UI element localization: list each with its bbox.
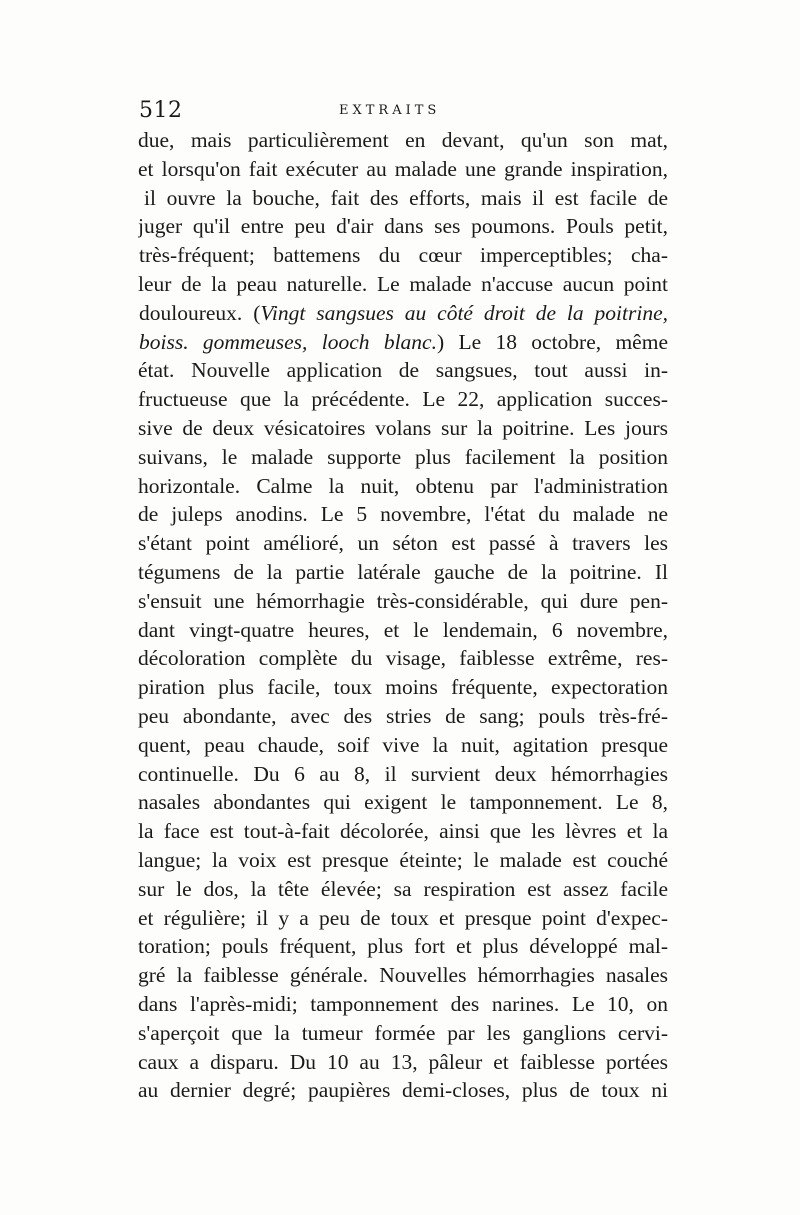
text-line bbox=[138, 961, 668, 990]
text-line bbox=[138, 529, 668, 558]
running-title: EXTRAITS bbox=[339, 103, 441, 118]
text-segment: due, mais particulièrement en devant, qu'un son mat, bbox=[138, 128, 668, 152]
text-line bbox=[138, 500, 668, 529]
text-line bbox=[138, 241, 668, 270]
text-line bbox=[138, 644, 668, 673]
text-segment: toration; pouls fréquent, plus fort et plus développé mal- bbox=[138, 934, 668, 959]
text-segment: il ouvre la bouche, fait des efforts, mais il est facile de bbox=[144, 185, 668, 210]
text-segment: au dernier degré; paupières demi-closes, plus de toux ni bbox=[138, 1078, 668, 1103]
text-segment: état. Nouvelle application de sangsues, tout aussi in- bbox=[138, 358, 668, 383]
text-segment: s'aperçoit que la tumeur formée par les ganglions cervi- bbox=[138, 1020, 668, 1045]
text-line bbox=[138, 558, 668, 587]
text-line bbox=[138, 126, 668, 155]
text-segment: ) Le 18 octobre, même bbox=[436, 329, 668, 354]
text-line bbox=[138, 1048, 668, 1077]
text-segment: caux a disparu. Du 10 au 13, pâleur et faiblesse portées bbox=[138, 1049, 668, 1074]
text-line bbox=[138, 414, 668, 443]
text-segment: très-fréquent; battemens du cœur imperceptibles; cha- bbox=[139, 243, 668, 268]
text-segment: suivans, le malade supporte plus facilement la position bbox=[138, 444, 668, 469]
text-segment: fructueuse que la précédente. Le 22, application succes- bbox=[138, 387, 668, 412]
text-segment: et régulière; il y a peu de toux et presque point d'expec- bbox=[138, 905, 668, 930]
text-line bbox=[138, 731, 668, 760]
text-segment: sur le dos, la tête élevée; sa respiration est assez facile bbox=[138, 876, 668, 901]
text-segment: s'ensuit une hémorrhagie très-considérable, qui dure pen- bbox=[138, 588, 668, 613]
text-line bbox=[138, 702, 668, 731]
text-line bbox=[138, 385, 668, 414]
text-segment: piration plus facile, toux moins fréquente, expectoration bbox=[138, 675, 668, 700]
text-line bbox=[138, 875, 668, 904]
text-segment: dans l'après-midi; tamponnement des narines. Le 10, on bbox=[138, 991, 668, 1016]
text-line bbox=[138, 328, 668, 357]
text-segment: s'étant point amélioré, un séton est passé à travers les bbox=[138, 531, 668, 556]
text-segment: horizontale. Calme la nuit, obtenu par l'administration bbox=[138, 473, 668, 498]
text-segment: de juleps anodins. Le 5 novembre, l'état du malade ne bbox=[138, 502, 668, 527]
text-line bbox=[138, 846, 668, 875]
text-segment: gré la faiblesse générale. Nouvelles hémorrhagies nasales bbox=[138, 963, 668, 988]
text-line bbox=[138, 817, 668, 846]
text-line bbox=[138, 990, 668, 1019]
text-segment: sive de deux vésicatoires volans sur la poitrine. Les jours bbox=[138, 415, 668, 440]
page-number: 512 bbox=[139, 98, 183, 123]
text-line bbox=[138, 904, 668, 933]
text-line bbox=[138, 673, 668, 702]
text-segment: leur de la peau naturelle. Le malade n'accuse aucun point bbox=[138, 271, 668, 296]
text-segment: tégumens de la partie latérale gauche de la poitrine. Il bbox=[138, 559, 668, 584]
text-segment: dant vingt-quatre heures, et le lendemain, 6 novembre, bbox=[138, 617, 668, 642]
text-segment: la face est tout-à-fait décolorée, ainsi que les lèvres et la bbox=[138, 819, 668, 844]
text-line bbox=[138, 616, 668, 645]
text-line bbox=[138, 1019, 668, 1048]
text-segment: nasales abondantes qui exigent le tamponnement. Le 8, bbox=[138, 790, 668, 815]
text-line bbox=[138, 443, 668, 472]
text-segment: continuelle. Du 6 au 8, il survient deux hémorrhagies bbox=[138, 761, 668, 786]
text-line bbox=[138, 932, 668, 961]
text-line bbox=[138, 212, 668, 241]
text-line bbox=[138, 270, 668, 299]
text-line bbox=[138, 788, 668, 817]
italic-text-segment: Vingt sangsues au côté droit de la poitrine, bbox=[260, 300, 668, 325]
page-header bbox=[139, 97, 669, 125]
text-line bbox=[138, 587, 668, 616]
text-segment: et lorsqu'on fait exécuter au malade une grande inspiration, bbox=[138, 156, 668, 181]
text-line bbox=[138, 155, 668, 184]
body-text bbox=[138, 126, 668, 1105]
text-segment: langue; la voix est presque éteinte; le malade est couché bbox=[138, 847, 668, 872]
text-line bbox=[138, 184, 668, 213]
italic-text-segment: boiss. gommeuses, looch blanc. bbox=[139, 329, 437, 354]
text-segment: juger qu'il entre peu d'air dans ses poumons. Pouls petit, bbox=[138, 214, 668, 239]
text-segment: décoloration complète du visage, faiblesse extrême, res- bbox=[138, 646, 668, 671]
text-line bbox=[138, 356, 668, 385]
text-segment: quent, peau chaude, soif vive la nuit, agitation presque bbox=[138, 732, 668, 757]
text-line bbox=[138, 472, 668, 501]
text-line bbox=[138, 760, 668, 789]
text-line bbox=[138, 1076, 668, 1105]
text-line bbox=[138, 299, 668, 328]
text-segment: peu abondante, avec des stries de sang; pouls très-fré- bbox=[138, 703, 668, 728]
text-segment: douloureux. ( bbox=[139, 300, 261, 325]
